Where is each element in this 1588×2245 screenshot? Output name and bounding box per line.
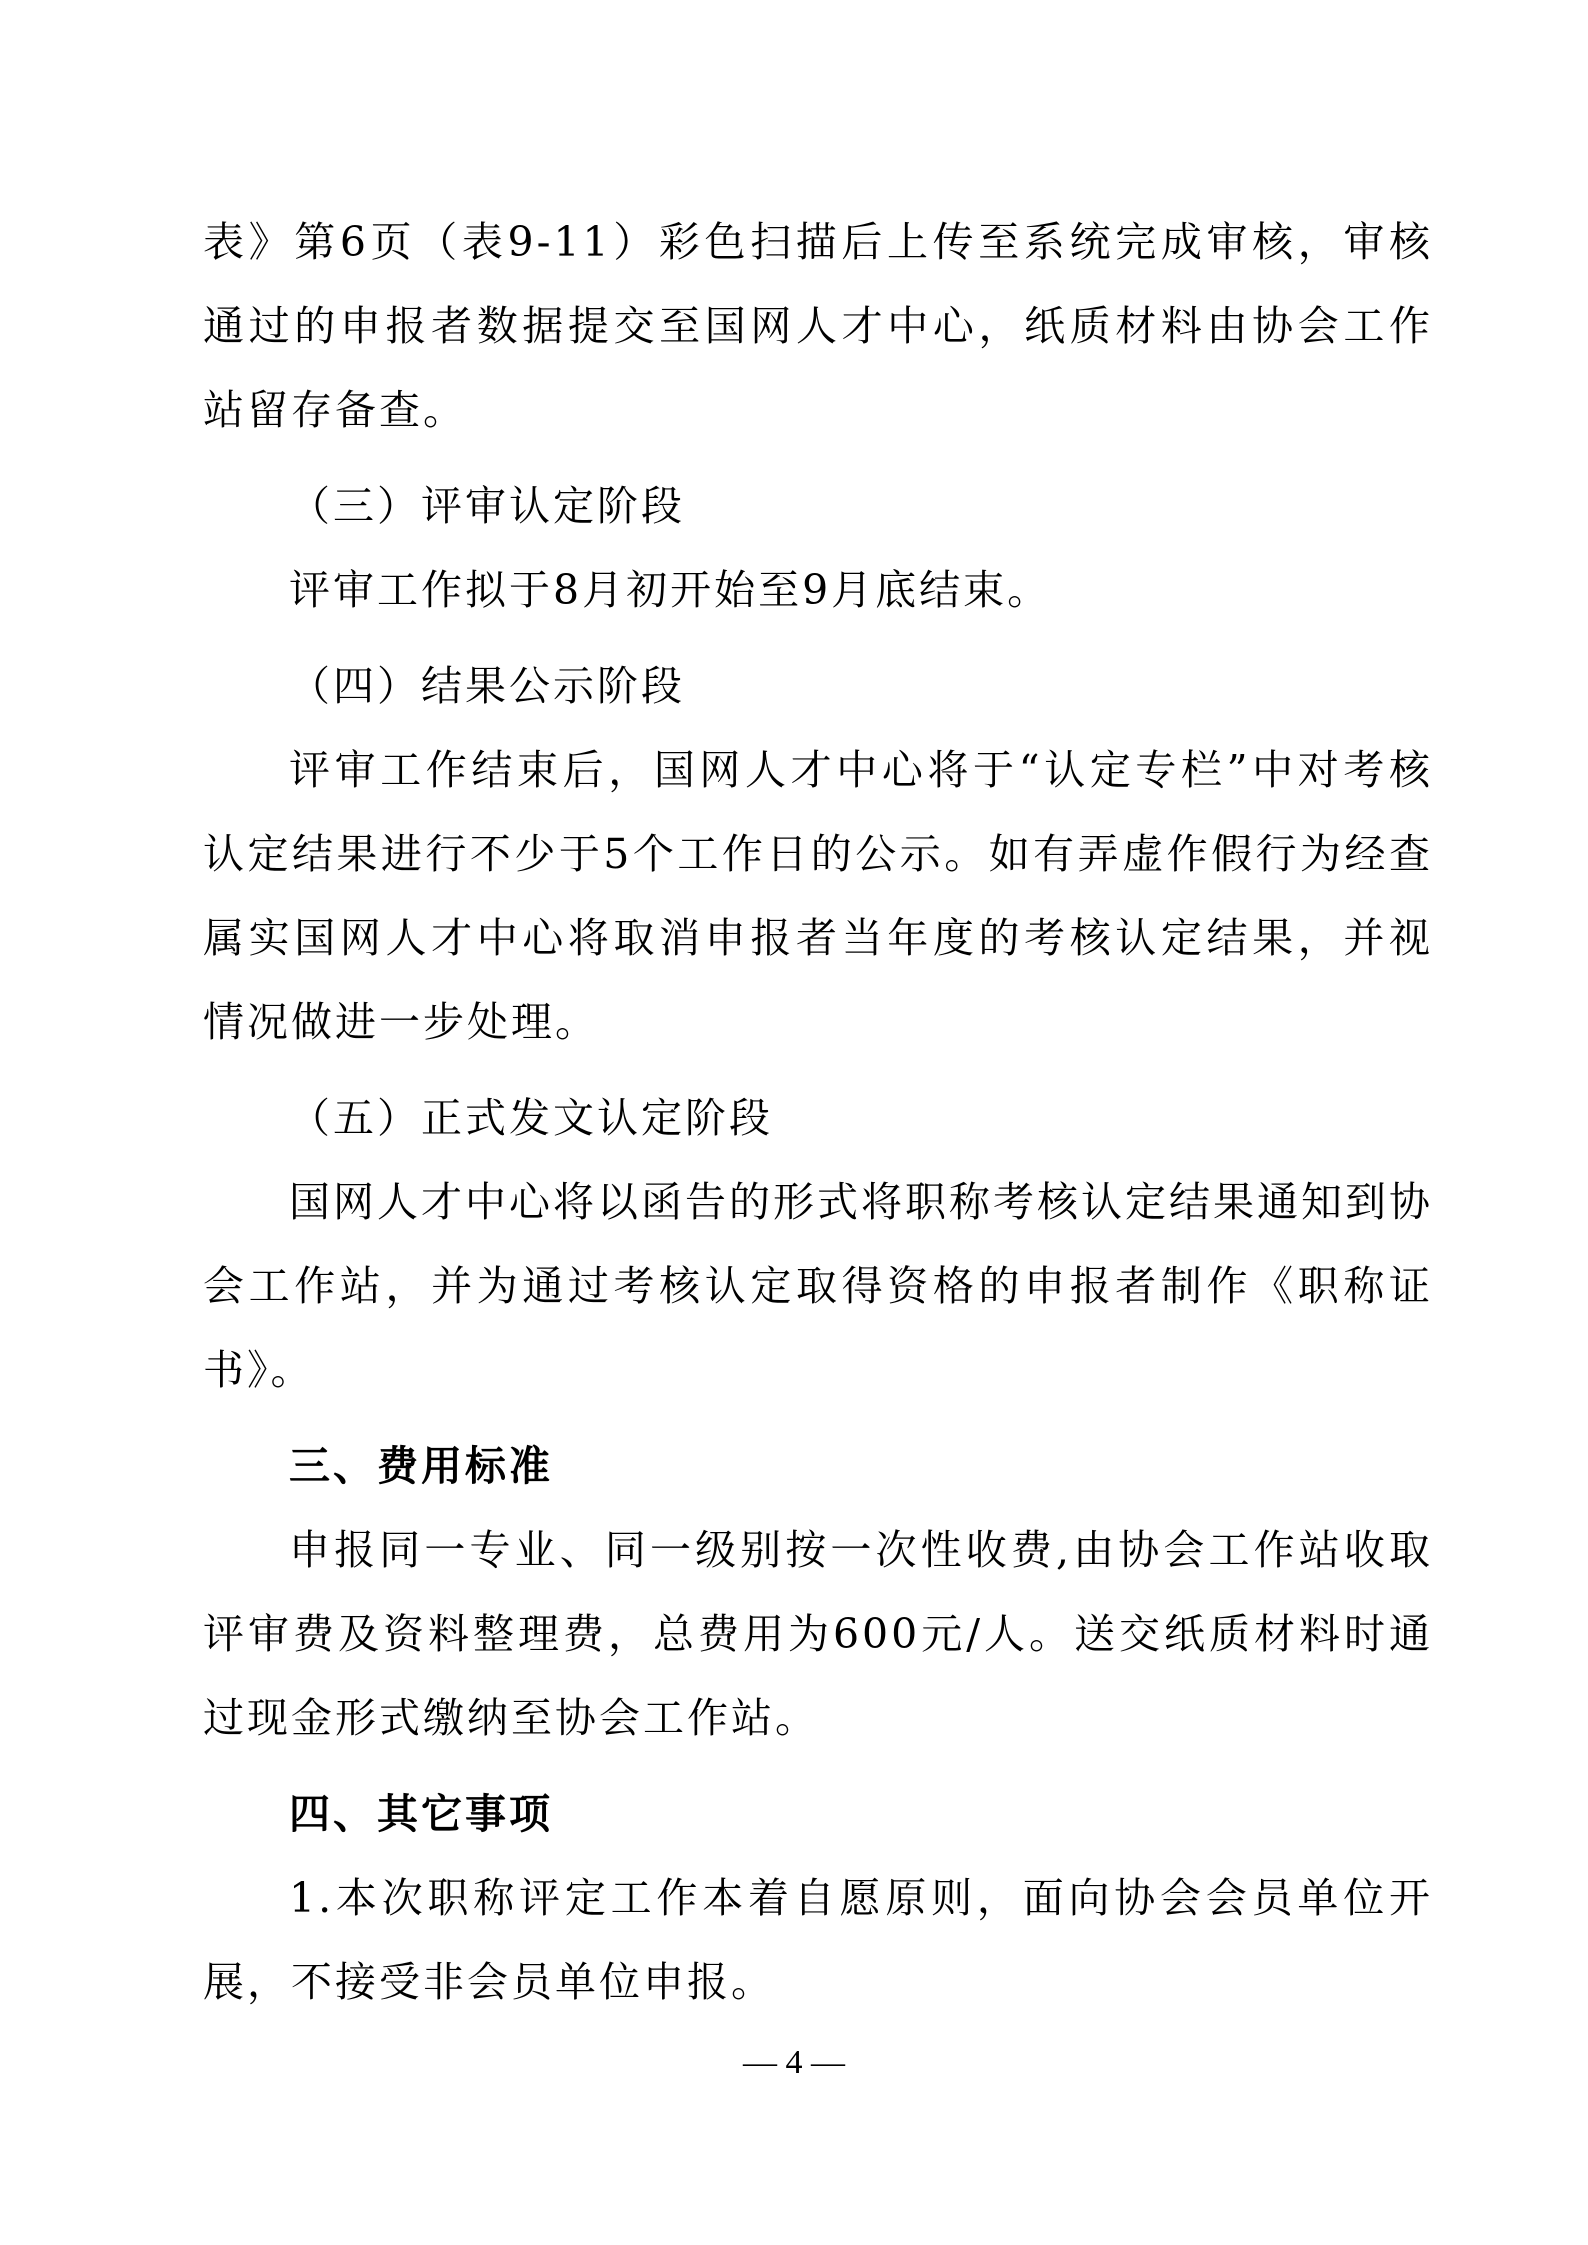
section-heading-fees: 三、费用标准 xyxy=(289,1442,553,1490)
section-heading-other-matters: 四、其它事项 xyxy=(289,1790,553,1838)
document-body xyxy=(203,200,1433,2024)
paragraph-other-matter-1: 1.本次职称评定工作本着自愿原则，面向协会会员单位开展，不接受非会员单位申报。 xyxy=(203,1874,1433,2006)
paragraph-fees: 申报同一专业、同一级别按一次性收费,由协会工作站收取评审费及资料整理费，总费用为600元/人。送交纸质材料时通过现金形式缴纳至协会工作站。 xyxy=(203,1526,1433,1742)
paragraph-official-document: 国网人才中心将以函告的形式将职称考核认定结果通知到协会工作站，并为通过考核认定取得资格的申报者制作《职称证书》。 xyxy=(203,1178,1433,1394)
paragraph-publicity: 评审工作结束后，国网人才中心将于“认定专栏”中对考核认定结果进行不少于5个工作日的公示。如有弄虚作假行为经查属实国网人才中心将取消申报者当年度的考核认定结果，并视情况做进一步处理。 xyxy=(203,746,1433,1046)
page-number: — 4 — xyxy=(743,2044,845,2081)
paragraph-review-schedule: 评审工作拟于8月初开始至9月底结束。 xyxy=(289,566,1052,614)
continuation-paragraph: 表》第6页（表9-11）彩色扫描后上传至系统完成审核，审核通过的申报者数据提交至国网人才中心，纸质材料由协会工作站留存备查。 xyxy=(203,218,1433,434)
subheading-publicity-stage: （四）结果公示阶段 xyxy=(289,662,685,710)
subheading-review-stage: （三）评审认定阶段 xyxy=(289,482,685,530)
subheading-official-document-stage: （五）正式发文认定阶段 xyxy=(289,1094,773,1142)
